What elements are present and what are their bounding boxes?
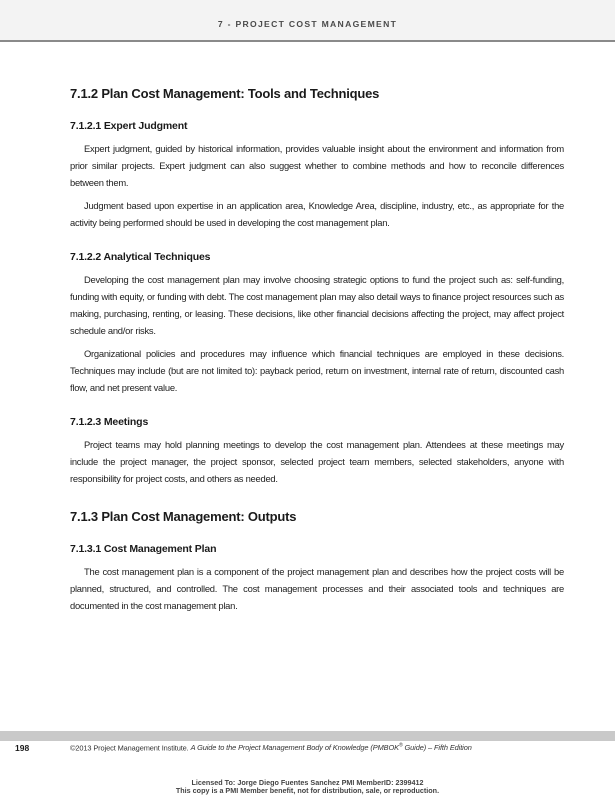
footer-band (0, 731, 615, 741)
paragraph: Judgment based upon expertise in an application area, Knowledge Area, discipline, industry, etc., as appropriate for the activity being performed should be used in developing the cost management plan. (70, 200, 564, 228)
paragraph: Expert judgment, guided by historical information, provides valuable insight about the environment and information from prior similar projects. Expert judgment can also suggest whether to combine methods and how to reconcile differences between them. (70, 143, 564, 188)
page-body (70, 86, 564, 620)
copyright-title (191, 743, 472, 752)
running-header-title: 7 - PROJECT COST MANAGEMENT (217, 19, 398, 29)
page-footer (0, 743, 615, 757)
header-rule (0, 40, 615, 42)
copyright-notice (70, 743, 472, 752)
page-number: 198 (15, 743, 30, 753)
license-line-2: This copy is a PMI Member benefit, not for distribution, sale, or reproduction. (175, 786, 440, 795)
copyright-title-text: A Guide to the Project Management Body of Knowledge (PMBOK (190, 743, 399, 753)
section-heading-7-1-2: 7.1.2 Plan Cost Management: Tools and Techniques (70, 86, 380, 101)
subsection-heading-cost-management-plan: 7.1.3.1 Cost Management Plan (70, 543, 217, 555)
subsection-heading-analytical-techniques: 7.1.2.2 Analytical Techniques (70, 251, 211, 263)
subsection-heading-meetings: 7.1.2.3 Meetings (70, 416, 149, 428)
section-heading-7-1-3: 7.1.3 Plan Cost Management: Outputs (70, 509, 297, 524)
paragraph: The cost management plan is a component of the project management plan and describes how the project costs will be planned, structured, and controlled. The cost management processes and their associated tools and techniques are documented in the cost management plan. (70, 566, 564, 611)
paragraph: Project teams may hold planning meetings to develop the cost management plan. Attendees at these meetings may include the project manager, the project sponsor, selected project team members, selected stakeholders, anyone with responsibility for project costs, and others as needed. (70, 439, 564, 484)
license-notice (0, 779, 615, 795)
license-line-1: Licensed To: Jorge Diego Fuentes Sanchez PMI MemberID: 2399412 (191, 778, 424, 787)
paragraph: Developing the cost management plan may involve choosing strategic options to fund the project such as: self-funding, funding with equity, or funding with debt. The cost management plan may also detail ways to finance project resources such as making, purchasing, renting, or leasing. These decisions, like other financial decisions affecting the project, may affect project schedule and/or risks. (70, 274, 564, 336)
copyright-suffix: Guide) – Fifth Edition (402, 743, 472, 753)
subsection-heading-expert-judgment: 7.1.2.1 Expert Judgment (70, 120, 188, 132)
registered-mark: ® (398, 743, 403, 749)
copyright-prefix: ©2013 Project Management Institute. (70, 743, 191, 753)
paragraph: Organizational policies and procedures may influence which financial techniques are employed in these decisions. Techniques may include (but are not limited to): payback period, return on investment, internal rate of return, discounted cash flow, and net present value. (70, 348, 564, 393)
